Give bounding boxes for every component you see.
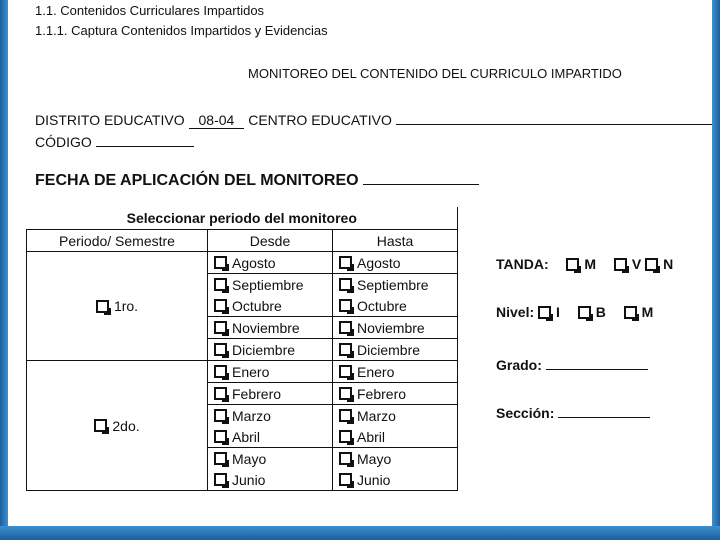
checkbox-icon [339, 256, 352, 269]
frame-left [0, 0, 8, 540]
checkbox-icon [339, 365, 352, 378]
fecha-row [35, 170, 479, 190]
desde-febrero[interactable]: Febrero [208, 383, 333, 405]
desde-diciembre[interactable]: Diciembre [208, 339, 333, 361]
desde-agosto[interactable]: Agosto [208, 252, 333, 274]
hasta-agosto[interactable]: Agosto [333, 252, 458, 274]
centro-field[interactable] [396, 110, 712, 125]
hasta-octubre[interactable]: Octubre [333, 295, 458, 317]
tanda-option-v[interactable]: V [614, 256, 641, 272]
period-2do[interactable]: 2do. [27, 361, 208, 491]
grado-field[interactable] [546, 355, 648, 370]
checkbox-icon [339, 452, 352, 465]
checkbox-icon [214, 321, 227, 334]
centro-label: CENTRO EDUCATIVO [248, 112, 392, 128]
checkbox-icon [538, 306, 551, 319]
subsection-heading: 1.1.1. Captura Contenidos Impartidos y Evidencias [35, 23, 328, 38]
checkbox-icon [645, 258, 658, 271]
checkbox-icon [214, 365, 227, 378]
checkbox-icon [339, 321, 352, 334]
checkbox-icon [214, 299, 227, 312]
tanda-row [496, 256, 673, 272]
checkbox-icon [214, 409, 227, 422]
desde-noviembre[interactable]: Noviembre [208, 317, 333, 339]
checkbox-icon [339, 430, 352, 443]
hasta-marzo[interactable]: Marzo [333, 405, 458, 427]
checkbox-icon [96, 300, 109, 313]
checkbox-icon [624, 306, 637, 319]
desde-septiembre[interactable]: Septiembre [208, 274, 333, 296]
checkbox-icon [214, 452, 227, 465]
fecha-field[interactable] [363, 170, 479, 185]
checkbox-icon [214, 430, 227, 443]
distrito-field[interactable]: 08-04 [189, 112, 245, 129]
hasta-junio[interactable]: Junio [333, 469, 458, 491]
tanda-option-m[interactable]: M [566, 256, 596, 272]
checkbox-icon [214, 473, 227, 486]
checkbox-icon [214, 256, 227, 269]
codigo-field[interactable] [96, 132, 194, 147]
header-desde: Desde [208, 230, 333, 252]
hasta-enero[interactable]: Enero [333, 361, 458, 383]
nivel-option-m[interactable]: M [624, 304, 654, 320]
nivel-option-i[interactable]: I [538, 304, 560, 320]
period-table [26, 207, 458, 491]
checkbox-icon [339, 278, 352, 291]
checkbox-icon [566, 258, 579, 271]
header-hasta: Hasta [333, 230, 458, 252]
frame-bottom [0, 526, 720, 540]
hasta-mayo[interactable]: Mayo [333, 448, 458, 470]
distrito-label: DISTRITO EDUCATIVO [35, 112, 185, 128]
codigo-row [35, 132, 194, 150]
hasta-noviembre[interactable]: Noviembre [333, 317, 458, 339]
nivel-label: Nivel: [496, 304, 535, 320]
form-title: MONITOREO DEL CONTENIDO DEL CURRICULO IMPARTIDO [248, 66, 622, 81]
fecha-label: FECHA DE APLICACIÓN DEL MONITOREO [35, 172, 359, 189]
grado-row [496, 355, 648, 373]
seccion-label: Sección: [496, 405, 555, 421]
checkbox-icon [578, 306, 591, 319]
codigo-label: CÓDIGO [35, 134, 92, 150]
header-periodo: Periodo/ Semestre [27, 230, 208, 252]
period-1ro[interactable]: 1ro. [27, 252, 208, 361]
checkbox-icon [339, 473, 352, 486]
checkbox-icon [339, 299, 352, 312]
tanda-label: TANDA: [496, 256, 549, 272]
seccion-row [496, 403, 650, 421]
checkbox-icon [214, 278, 227, 291]
checkbox-icon [214, 387, 227, 400]
desde-enero[interactable]: Enero [208, 361, 333, 383]
section-heading: 1.1. Contenidos Curriculares Impartidos [35, 3, 265, 18]
frame-right [712, 0, 720, 540]
table-caption: Seleccionar periodo del monitoreo [27, 207, 458, 230]
desde-abril[interactable]: Abril [208, 426, 333, 448]
hasta-septiembre[interactable]: Septiembre [333, 274, 458, 296]
desde-junio[interactable]: Junio [208, 469, 333, 491]
checkbox-icon [339, 409, 352, 422]
distrito-row [35, 110, 712, 128]
desde-marzo[interactable]: Marzo [208, 405, 333, 427]
grado-label: Grado: [496, 357, 542, 373]
checkbox-icon [339, 343, 352, 356]
checkbox-icon [214, 343, 227, 356]
tanda-option-n[interactable]: N [645, 256, 673, 272]
desde-mayo[interactable]: Mayo [208, 448, 333, 470]
nivel-row [496, 304, 653, 320]
hasta-abril[interactable]: Abril [333, 426, 458, 448]
document-page [8, 0, 712, 526]
nivel-option-b[interactable]: B [578, 304, 606, 320]
hasta-diciembre[interactable]: Diciembre [333, 339, 458, 361]
hasta-febrero[interactable]: Febrero [333, 383, 458, 405]
desde-octubre[interactable]: Octubre [208, 295, 333, 317]
checkbox-icon [614, 258, 627, 271]
seccion-field[interactable] [558, 403, 650, 418]
checkbox-icon [339, 387, 352, 400]
checkbox-icon [94, 419, 107, 432]
